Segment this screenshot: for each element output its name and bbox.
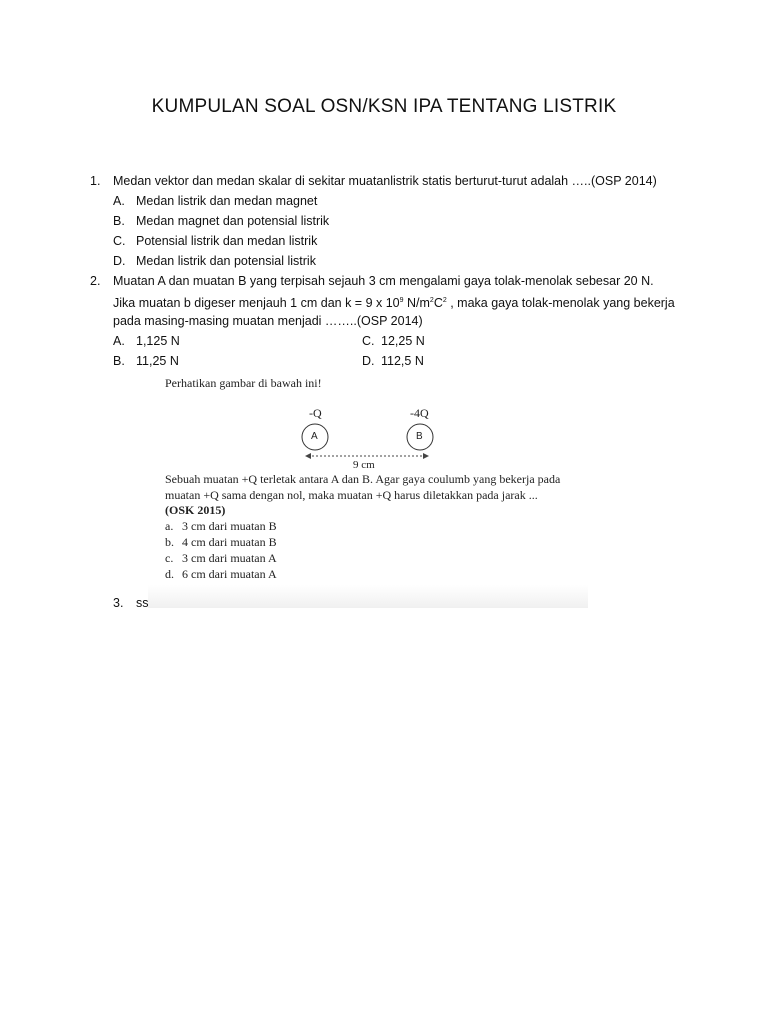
option-text: Medan listrik dan potensial listrik xyxy=(136,254,316,268)
option-text: Medan magnet dan potensial listrik xyxy=(136,214,330,228)
question-text-line: Muatan A dan muatan B yang terpisah sejauh 3 cm mengalami gaya tolak-menolak sebesar 20 N. xyxy=(113,274,654,288)
superscript: 9 xyxy=(399,297,404,304)
text-fragment: , maka gaya tolak-menolak yang bekerja xyxy=(446,296,675,310)
superscript: 2 xyxy=(442,297,447,304)
question-number: 2. xyxy=(90,274,101,288)
option-label: c. xyxy=(165,551,174,565)
question-text: Medan vektor dan medan skalar di sekitar muatanlistrik statis berturut-turut adalah …..(OSP 2014) xyxy=(113,174,657,188)
question-text-line xyxy=(113,293,675,311)
option-label: A. xyxy=(113,334,125,348)
distance-label: 9 cm xyxy=(353,459,375,471)
question-text: ss xyxy=(136,596,149,610)
option-text: 112,5 N xyxy=(381,354,424,368)
scan-question-line: Sebuah muatan +Q terletak antara A dan B. Agar gaya coulumb yang bekerja pada xyxy=(165,472,561,486)
scanned-question-image xyxy=(148,370,588,608)
option-label: d. xyxy=(165,567,174,581)
option-label: D. xyxy=(113,254,126,268)
arrow-right-icon xyxy=(423,453,429,459)
arrow-left-icon xyxy=(305,453,311,459)
option-label: C. xyxy=(113,234,126,248)
question-text-line: pada masing-masing muatan menjadi ……..(OSP 2014) xyxy=(113,314,423,328)
option-text: 12,25 N xyxy=(381,334,425,348)
option-label: A. xyxy=(113,194,125,208)
option-label: b. xyxy=(165,535,174,549)
option-text: 6 cm dari muatan A xyxy=(182,567,277,581)
option-label: a. xyxy=(165,519,174,533)
charge-a-value: -Q xyxy=(309,406,322,420)
charge-a-label: A xyxy=(311,431,318,442)
option-label: C. xyxy=(362,334,375,348)
option-text: 1,125 N xyxy=(136,334,180,348)
question-number: 1. xyxy=(90,174,101,188)
scan-source: (OSK 2015) xyxy=(165,503,226,517)
option-text: Potensial listrik dan medan listrik xyxy=(136,234,318,248)
option-label: D. xyxy=(362,354,375,368)
text-fragment: Jika muatan b digeser menjauh 1 cm dan k = 9 x 10 xyxy=(113,296,400,310)
page-title: KUMPULAN SOAL OSN/KSN IPA TENTANG LISTRIK xyxy=(151,96,617,117)
option-text: 4 cm dari muatan B xyxy=(182,535,277,549)
superscript: 2 xyxy=(429,297,434,304)
option-text: 3 cm dari muatan B xyxy=(182,519,277,533)
text-fragment: N/m xyxy=(403,296,430,310)
option-label: B. xyxy=(113,214,125,228)
scan-question-line: muatan +Q sama dengan nol, maka muatan +Q harus diletakkan pada jarak ... xyxy=(165,488,538,502)
option-text: 11,25 N xyxy=(136,354,179,368)
option-text: 3 cm dari muatan A xyxy=(182,551,277,565)
question-number: 3. xyxy=(113,596,124,610)
charge-b-value: -4Q xyxy=(410,406,429,420)
scan-intro: Perhatikan gambar di bawah ini! xyxy=(165,376,322,390)
text-fragment: C xyxy=(433,296,443,310)
option-text: Medan listrik dan medan magnet xyxy=(136,194,318,208)
charge-b-label: B xyxy=(416,431,423,442)
option-label: B. xyxy=(113,354,125,368)
